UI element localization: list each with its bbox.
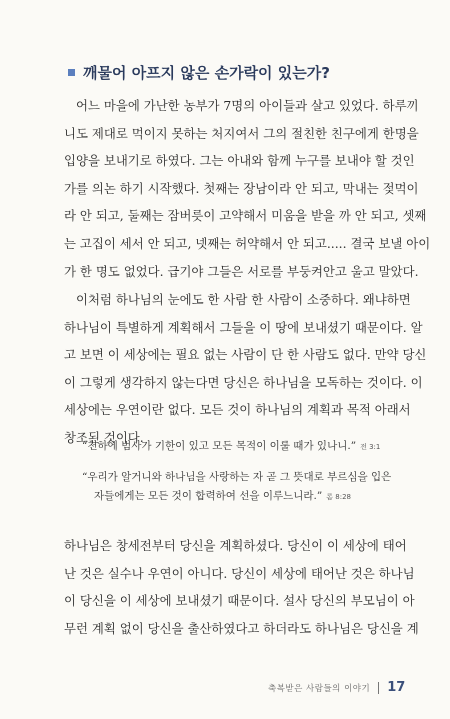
text-line: 가 한 명도 없었다. 급기야 그들은 서로를 부둥켜안고 울고 말았다. <box>64 263 419 279</box>
text-line: 가를 의논 하기 시작했다. 첫째는 장남이라 안 되고, 막내는 젖먹이 <box>64 180 419 196</box>
text-line: 이처럼 하나님의 눈에도 한 사람 한 사람이 소중하다. 왜냐하면 <box>76 292 411 307</box>
text-line: 창조된 것이다. <box>64 429 144 445</box>
text-line: 입양을 보내기로 하였다. 그는 아내와 함께 누구를 보내야 할 것인 <box>64 153 415 169</box>
section-heading-text: 깨물어 아프지 않은 손가락이 있는가? <box>83 64 330 82</box>
square-bullet-icon <box>68 69 75 76</box>
text-line: 하나님이 특별하게 계획해서 그들을 이 땅에 보내셨기 때문이다. 알 <box>64 319 423 335</box>
running-title: 축복받은 사람들의 이야기 <box>268 683 371 694</box>
scripture-quote-1 <box>82 437 382 457</box>
paragraph-story <box>64 92 431 285</box>
quote-text: “천하에 범사가 기한이 있고 모든 목적이 이룰 때가 있나니.” <box>82 440 357 452</box>
text-line: 는 고집이 세서 안 되고, 넷째는 허약해서 안 되고..... 결국 보낼 아이 <box>64 235 431 251</box>
text-line: 니도 제대로 먹이지 못하는 처지여서 그의 절친한 친구에게 한명을 <box>64 125 419 141</box>
text-line: 어느 마을에 가난한 농부가 7명의 아이들과 살고 있었다. 하루끼 <box>76 98 419 113</box>
quote-reference: 롬 8:28 <box>326 493 351 501</box>
quote-reference: 전 3:1 <box>360 443 381 451</box>
text-line: 이 당신을 이 세상에 보내셨기 때문이다. 설사 당신의 부모님이 아 <box>64 593 415 609</box>
scripture-quote-2 <box>82 468 392 507</box>
text-line: 무런 계획 없이 당신을 출산하였다고 하더라도 하나님은 당신을 계 <box>64 620 419 636</box>
text-line: 라 안 되고, 둘째는 잠버릇이 고약해서 미움을 받을 까 안 되고, 셋째 <box>64 208 427 224</box>
text-line: 고 보면 이 세상에는 필요 없는 사람이 단 한 사람도 없다. 만약 당신 <box>64 347 427 363</box>
section-heading <box>68 62 330 83</box>
text-line: 세상에는 우연이란 없다. 모든 것이 하나님의 계획과 목적 아래서 <box>64 402 411 418</box>
paragraph-lesson <box>64 286 427 452</box>
text-line: 난 것은 실수나 우연이 아니다. 당신이 세상에 태어난 것은 하나님 <box>64 565 415 581</box>
quote-text: 자들에게는 모든 것이 합력하여 선을 이루느니라.” <box>94 490 323 502</box>
quote-text: “우리가 알거니와 하나님을 사랑하는 자 곧 그 뜻대로 부르심을 입은 <box>82 471 392 483</box>
footer-divider <box>378 682 379 694</box>
paragraph-plan <box>64 532 419 642</box>
text-line: 하나님은 창세전부터 당신을 계획하셨다. 당신이 이 세상에 태어 <box>64 538 407 553</box>
page-footer <box>268 680 405 695</box>
text-line: 이 그렇게 생각하지 않는다면 당신은 하나님을 모독하는 것이다. 이 <box>64 374 423 390</box>
page-number: 17 <box>387 680 406 695</box>
